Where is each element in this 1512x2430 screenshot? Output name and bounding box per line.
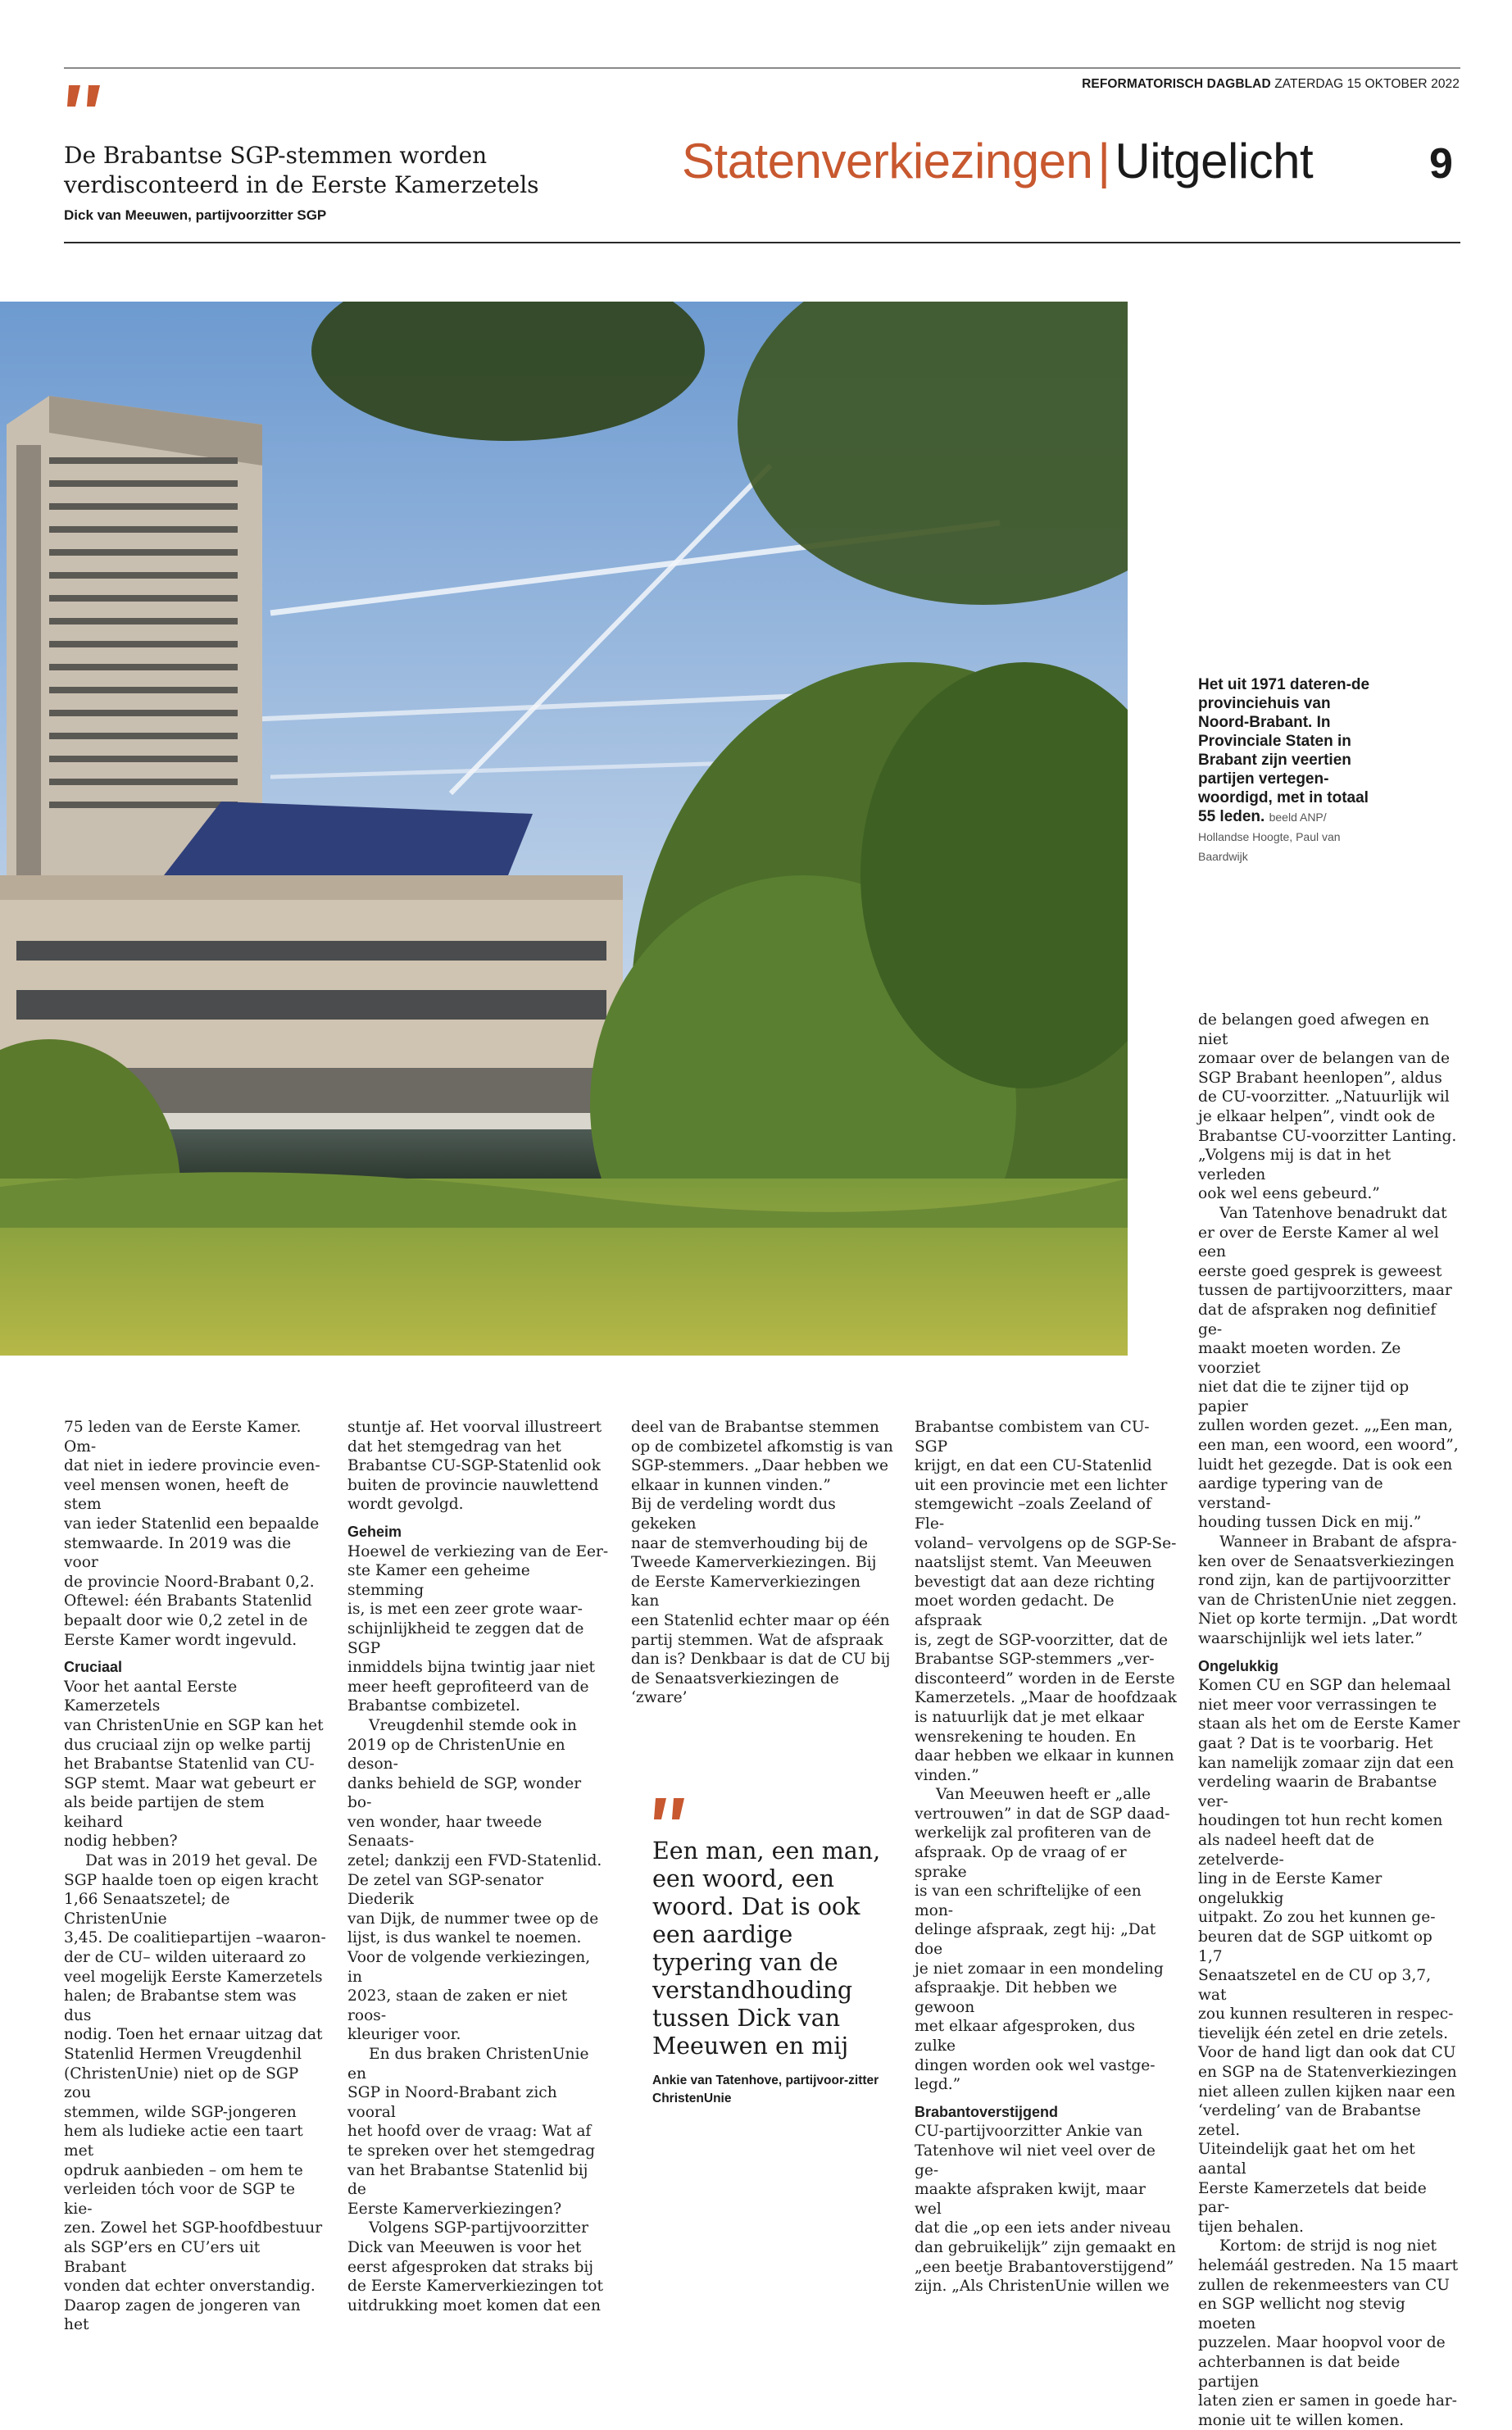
header-quote: De Brabantse SGP-stemmen worden verdisconteerd in de Eerste Kamerzetels [64,142,539,198]
paragraph: Van Meeuwen heeft er „alle vertrouwen” in dat de SGP daad- werkelijk zal profiteren van de afspraak. Op de vraag of er sprake is van een schriftelijke of een mon- delinge afspraak, zegt hij: „Dat doe je niet zomaar in een mondeling afspraakje. Dit hebben we gewoon met elkaar afgesproken, dus zulke dingen worden ook wel vastge- legd.” [915,1786,1170,2094]
page-number: 9 [1429,140,1453,188]
paragraph: 75 leden van de Eerste Kamer. Om- dat niet in iedere provincie even- veel mensen wonen, heeft de stem van ieder Statenlid een bepaalde stemwaarde. In 2019 was die voor de provincie Noord-Brabant 0,2. Oftewel: één Brabants Statenlid bepaalt door wie 0,2 zetel in de Eerste Kamer wordt ingevuld. [64,1419,320,1649]
paragraph: deel van de Brabantse stemmen op de combizetel afkomstig is van SGP-stemmers. „Daar hebben we elkaar in kunnen vinden.” Bij de verdeling wordt dus gekeken naar de stemverhouding bij de Tweede Kamerverkiezingen. Bij de Eerste Kamerverkiezingen kan een Statenlid echter maar op één partij stemmen. Wat de afspraak dan is? Denkbaar is dat de CU bij de Senaatsverkiezingen de ‘zware’ [631,1419,893,1707]
paper-masthead [1082,77,1460,92]
paragraph: Wanneer in Brabant de afspra- ken over de Senaatsverkiezingen rond zijn, kan de partijvoorzitter van de ChristenUnie niet zeggen. Niet op korte termijn. „Dat wordt waarschijnlijk wel iets later.” [1198,1533,1458,1647]
photo-provinciehuis [0,302,1128,1356]
header-quote-author: Dick van Meeuwen, partijvoorzitter SGP [64,207,327,223]
caption-text: Het uit 1971 dateren-de provinciehuis van Noord-Brabant. In Provinciale Staten in Brabant zijn veertien partijen vertegen-woordigd, met in totaal 55 leden. [1198,676,1370,825]
paragraph: Volgens SGP-partijvoorzitter Dick van Meeuwen is voor het eerst afgesproken dat straks bij de Eerste Kamerverkiezingen tot uitdrukking moet komen dat een [347,2219,603,2314]
paper-date: ZATERDAG 15 OKTOBER 2022 [1274,77,1460,91]
paragraph: Vreugdenhil stemde ook in 2019 op de ChristenUnie en deson- danks behield de SGP, wonder bo- ven wonder, haar tweede Senaats- zetel; dankzij een FVD-Statenlid. De zetel van SGP-senator Diederik van Dijk, de nummer twee op de lijst, is dus wankel te noemen. Voor de volgende verkiezingen, in 2023, staan de zaken er niet roos- kleuriger voor. [347,1716,602,2044]
paragraph: Komen CU en SGP dan helemaal niet meer voor verrassingen te staan als het om de Eerste Kamer gaat ? Dat is te voorbarig. Het kan namelijk zomaar zijn dat een verdeling waarin de Brabantse ver- houdingen tot hun recht komen als nadeel heeft dat de zetelverde- ling in de Eerste Kamer ongelukkig uitpakt. Zo zou het kunnen ge- beuren dat de SGP uitkomt op 1,7 Senaatszetel en de CU op 3,7, wat zou kunnen resulteren in respec- tievelijk één zetel en drie zetels. Voor de hand ligt dan ook dat CU en SGP na de Statenverkiezingen niet alleen zullen kijken naar een ‘verdeling’ van de Brabantse zetel. Uiteindelijk gaat het om het aantal Eerste Kamerzetels dat beide par- tijen behalen. [1198,1677,1460,2236]
subsection-name: Uitgelicht [1115,134,1314,188]
caption-credit: beeld ANP/ Hollandse Hoogte, Paul van Baardwijk [1198,811,1341,863]
subheading-brabantoverstijgend: Brabantoverstijgend [915,2103,1059,2120]
section-title [682,133,1313,190]
quote-mark-icon [652,1796,702,1834]
article-column-2 [347,1418,610,2315]
paragraph: Voor het aantal Eerste Kamerzetels van ChristenUnie en SGP kan het dus cruciaal zijn op welke partij het Brabantse Statenlid van CU- SGP stemt. Maar wat gebeurt er als beide partijen de stem keihard nodig hebben? [64,1678,324,1851]
section-name: Statenverkiezingen [682,134,1093,188]
paragraph: de belangen goed afwegen en niet zomaar over de belangen van de SGP Brabant heenlopen”, aldus de CU-voorzitter. „Natuurlijk wil je elkaar helpen”, vindt ook de Brabantse CU-voorzitter Lanting. „Volgens mij is dat in het verleden ook wel eens gebeurd.” [1198,1011,1457,1203]
article-column-4 [915,1418,1177,2296]
paragraph: Kortom: de strijd is nog niet helemáál gestreden. Na 15 maart zullen de rekenmeesters van CU en SGP wellicht nog stevig moeten puzzelen. Maar hoopvol voor de achterbannen is dat beide partijen laten zien er samen in goede har- monie uit te willen komen. [1198,2237,1459,2429]
article-column-1 [64,1418,326,2335]
pull-quote-text: Een man, een man, een woord, een woord. Dat is ook een aardige typering van de verstandhouding tussen Dick van Meeuwen en mij [652,1837,881,2060]
quote-mark-icon [64,82,121,139]
paragraph: CU-partijvoorzitter Ankie van Tatenhove wil niet veel over de ge- maakte afspraken kwijt, maar wel dat die „op een iets ander niveau dan gebruikelijk” zijn gemaakt en „een beetje Brabantoverstijgend” zijn. „Als ChristenUnie willen we [915,2123,1176,2296]
subheading-cruciaal: Cruciaal [64,1659,123,1676]
section-separator: | [1097,134,1110,188]
article-column-5 [1198,1011,1460,2430]
pull-quote-author: Ankie van Tatenhove, partijvoor-zitter ChristenUnie [652,2073,879,2105]
paper-name: REFORMATORISCH DAGBLAD [1082,77,1271,91]
header-rule [64,242,1460,243]
subheading-ongelukkig: Ongelukkig [1198,1657,1279,1674]
article-column-3 [631,1418,893,1708]
paragraph: Van Tatenhove benadrukt dat er over de Eerste Kamer al wel een eerste goed gesprek is geweest tussen de partijvoorzitters, maar dat de afspraken nog definitief ge- maakt moeten worden. Ze voorziet niet dat die te zijner tijd op papier zullen worden gezet. „„Een man, een man, een woord, een woord”, luidt het gezegde. Dat is ook een aardige typering van de verstand- houding tussen Dick en mij.” [1198,1204,1459,1532]
subheading-geheim: Geheim [347,1523,402,1540]
paragraph: Hoewel de verkiezing van de Eer- ste Kamer een geheime stemming is, is met een zeer grote waar- schijnlijkheid te zeggen dat de SGP inmiddels bijna twintig jaar niet meer heeft geprofiteerd van de Brabantse combizetel. [347,1542,609,1715]
photo-caption [1198,675,1374,866]
paragraph: Dat was in 2019 het geval. De SGP haalde toen op eigen kracht 1,66 Senaatszetel; de ChristenUnie 3,45. De coalitiepartijen –waaron- der de CU– wilden uiteraard zo veel mogelijk Eerste Kamerzetels halen; de Brabantse stem was dus nodig. Toen het ernaar uitzag dat Statenlid Hermen Vreugdenhil (ChristenUnie) niet op de SGP zou stemmen, wilde SGP-jongeren hem als ludieke actie een taart met opdruk aanbieden – om hem te verleiden tóch voor de SGP te kie- zen. Zowel het SGP-hoofdbestuur als SGP’ers en CU’ers uit Brabant vonden dat echter onverstandig. Daarop zagen de jongeren van het [64,1852,326,2334]
photo-illustration [0,302,1128,1356]
paragraph: En dus braken ChristenUnie en SGP in Noord-Brabant zich vooral het hoofd over de vraag: Wat af te spreken over het stemgedrag van het Brabantse Statenlid bij de Eerste Kamerverkiezingen? [347,2046,596,2218]
top-rule [64,67,1460,69]
pull-quote [652,1796,898,2108]
paragraph: Brabantse combistem van CU-SGP krijgt, en dat een CU-Statenlid uit een provincie met een lichter stemgewicht –zoals Zeeland of Fle- voland– vervolgens op de SGP-Se- naatslijst stemt. Van Meeuwen bevestigt dat aan deze richting moet worden gedacht. De afspraak is, zegt de SGP-voorzitter, dat de Brabantse SGP-stemmers „ver- disconteerd” worden in de Eerste Kamerzetels. „Maar de hoofdzaak is natuurlijk dat je met elkaar wensrekening te houden. En daar hebben we elkaar in kunnen vinden.” [915,1419,1177,1784]
paragraph: stuntje af. Het voorval illustreert dat het stemgedrag van het Brabantse CU-SGP-Statenlid ook buiten de provincie nauwlettend wordt gevolgd. [347,1419,602,1514]
